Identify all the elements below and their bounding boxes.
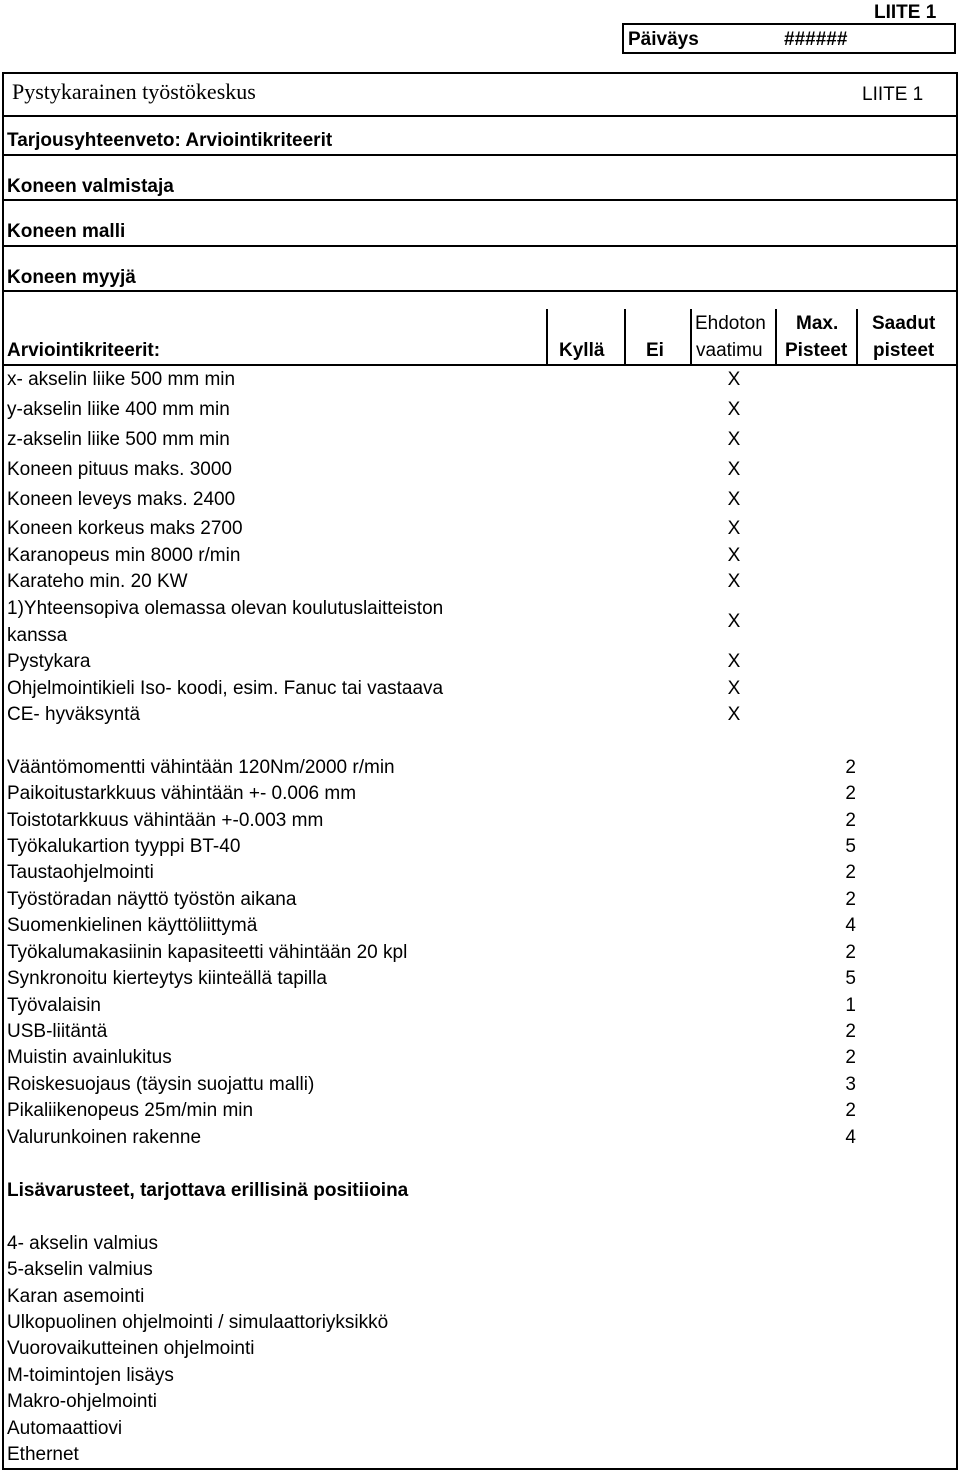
point-row-label: Työkalukartion tyyppi BT-40: [7, 836, 241, 857]
criteria-row: Pystykara: [7, 651, 91, 672]
mandatory-mark: X: [727, 459, 741, 480]
max-points-value: 2: [845, 783, 856, 804]
max-points-value: 2: [845, 757, 856, 778]
extra-item: 5-akselin valmius: [7, 1259, 153, 1280]
no-header: Ei: [646, 340, 664, 361]
max-points-value: 5: [845, 836, 856, 857]
criteria-row: x- akselin liike 500 mm min: [7, 369, 236, 390]
criteria-header: Arviointikriteerit:: [7, 340, 161, 361]
point-row-label: Valurunkoinen rakenne: [7, 1127, 202, 1148]
mandatory-mark: X: [727, 545, 741, 566]
extra-item: Makro-ohjelmointi: [7, 1391, 157, 1412]
criteria-row: Koneen pituus maks. 3000: [7, 459, 232, 480]
max-points-value: 4: [845, 1127, 856, 1148]
extra-item: Karan asemointi: [7, 1286, 145, 1307]
date-label: Päiväys: [628, 29, 699, 50]
max-points-value: 3: [845, 1074, 856, 1095]
max-points-value: 2: [845, 889, 856, 910]
criteria-row: Koneen leveys maks. 2400: [7, 489, 236, 510]
point-row-label: Työkalumakasiinin kapasiteetti vähintään 20 kpl: [7, 942, 408, 963]
info-row-model: Koneen malli: [7, 221, 126, 242]
document-title: Pystykarainen työstökeskus: [12, 79, 256, 104]
mandatory-mark: X: [727, 678, 741, 699]
point-row-label: Vääntömomentti vähintään 120Nm/2000 r/min: [7, 757, 395, 778]
mandatory-mark: X: [727, 704, 741, 725]
point-row-label: Työstöradan näyttö työstön aikana: [7, 889, 297, 910]
extras-title: Lisävarusteet, tarjottava erillisinä positiioina: [7, 1180, 409, 1201]
criteria-row: Karateho min. 20 KW: [7, 571, 188, 592]
criteria-row: z-akselin liike 500 mm min: [7, 429, 230, 450]
point-row-label: Suomenkielinen käyttöliittymä: [7, 915, 258, 936]
mandatory-mark: X: [727, 369, 741, 390]
title-attachment-label: LIITE 1: [862, 84, 924, 105]
point-row-label: Taustaohjelmointi: [7, 862, 154, 883]
max-points-value: 2: [845, 942, 856, 963]
max-points-value: 4: [845, 915, 856, 936]
criteria-row: Koneen korkeus maks 2700: [7, 518, 243, 539]
mandatory-mark: X: [727, 399, 741, 420]
point-row-label: Toistotarkkuus vähintään +-0.003 mm: [7, 810, 324, 831]
max-points-value: 2: [845, 1021, 856, 1042]
max-points-value: 2: [845, 1047, 856, 1068]
received-points-header-line1: Saadut: [872, 313, 936, 334]
max-points-header-line2: Pisteet: [785, 340, 848, 361]
point-row-label: Roiskesuojaus (täysin suojattu malli): [7, 1074, 315, 1095]
criteria-row: 1)Yhteensopiva olemassa olevan koulutuslaitteiston: [7, 598, 444, 619]
max-points-header-line1: Max.: [796, 313, 839, 334]
mandatory-mark: X: [727, 489, 741, 510]
max-points-value: 2: [845, 1100, 856, 1121]
max-points-value: 2: [845, 862, 856, 883]
mandatory-header-line1: Ehdoton: [695, 313, 766, 334]
extra-item: Vuorovaikutteinen ohjelmointi: [7, 1338, 255, 1359]
point-row-label: Muistin avainlukitus: [7, 1047, 172, 1068]
info-row-seller: Koneen myyjä: [7, 267, 136, 288]
extra-item: Automaattiovi: [7, 1418, 123, 1439]
extra-item: M-toimintojen lisäys: [7, 1365, 174, 1386]
mandatory-mark: X: [727, 651, 741, 672]
criteria-row: y-akselin liike 400 mm min: [7, 399, 230, 420]
point-row-label: Työvalaisin: [7, 995, 101, 1016]
point-row-label: Paikoitustarkkuus vähintään +- 0.006 mm: [7, 783, 357, 804]
point-row-label: Pikaliikenopeus 25m/min min: [7, 1100, 254, 1121]
extra-item: 4- akselin valmius: [7, 1233, 158, 1254]
received-points-header-line2: pisteet: [873, 340, 935, 361]
extra-item: Ulkopuolinen ohjelmointi / simulaattoriyksikkö: [7, 1312, 389, 1333]
mandatory-mark: X: [727, 571, 741, 592]
extra-item: Ethernet: [7, 1444, 79, 1465]
mandatory-mark: X: [727, 611, 741, 632]
max-points-value: 1: [845, 995, 856, 1016]
info-row-manufacturer: Koneen valmistaja: [7, 176, 174, 197]
max-points-value: 5: [845, 968, 856, 989]
mandatory-mark: X: [727, 429, 741, 450]
date-box: [622, 23, 956, 54]
mandatory-header-line2: vaatimu: [696, 340, 763, 361]
corner-attachment-label: LIITE 1: [874, 2, 937, 23]
point-row-label: USB-liitäntä: [7, 1021, 108, 1042]
criteria-row-continuation: kanssa: [7, 625, 68, 646]
criteria-row: Ohjelmointikieli Iso- koodi, esim. Fanuc tai vastaava: [7, 678, 444, 699]
yes-header: Kyllä: [559, 340, 605, 361]
summary-title: Tarjousyhteenveto: Arviointikriteerit: [7, 130, 333, 151]
point-row-label: Synkronoitu kierteytys kiinteällä tapilla: [7, 968, 327, 989]
criteria-row: Karanopeus min 8000 r/min: [7, 545, 241, 566]
max-points-value: 2: [845, 810, 856, 831]
criteria-row: CE- hyväksyntä: [7, 704, 141, 725]
date-value: ######: [784, 29, 848, 50]
mandatory-mark: X: [727, 518, 741, 539]
